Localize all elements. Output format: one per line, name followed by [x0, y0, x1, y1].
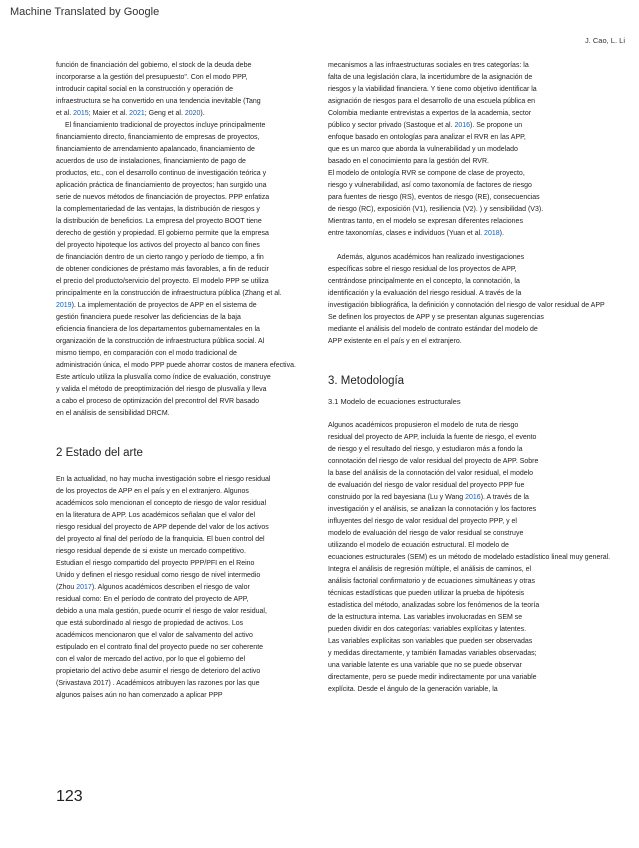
text-run: propietario del activo debe asumir el riesgo de deterioro del activo [56, 668, 261, 675]
text-run: aplicación práctica de financiamiento de proyectos; han surgido una [56, 182, 267, 189]
text-run: (Srivastava 2017) . Académicos atribuyen las razones por las que [56, 680, 260, 687]
text-run: algunos países aún no han comenzado a aplicar PPP [56, 692, 223, 699]
text-run: asignación de riesgos para el desarrollo de una escuela pública en [328, 98, 536, 105]
text-run: Mientras tanto, en el modelo se expresan diferentes relaciones [328, 218, 523, 225]
text-line [56, 486, 302, 498]
text-run: de riesgo y el resultado del riesgo, y estudiaron más a fondo la [328, 446, 523, 453]
text-line [56, 606, 302, 618]
text-line [56, 276, 302, 288]
text-run: de financiación dentro de un cierto rango y período de tiempo, a fin [56, 254, 264, 261]
text-line [56, 180, 302, 192]
text-line [328, 660, 574, 672]
text-line [328, 636, 574, 648]
text-run: connotación del riesgo de valor residual del proyecto de APP. Sobre [328, 458, 539, 465]
text-run: ecuaciones estructurales (SEM) es un método de modelado estadístico lineal muy general. [328, 554, 611, 561]
text-run: de los proyectos de APP en el país y en el extranjero. Algunos [56, 488, 249, 495]
text-run: (Zhou [56, 584, 77, 591]
text-run: académicos solo mencionan el concepto de riesgo de valor residual [56, 500, 267, 507]
text-line [56, 72, 302, 84]
text-line [328, 156, 574, 168]
text-run: del proyecto hipoteque los activos del proyecto al banco con fines [56, 242, 260, 249]
text-run: serie de nuevos métodos de financiación de proyectos. PPP enfatiza [56, 194, 270, 201]
text-line [56, 690, 302, 702]
text-line [56, 474, 302, 486]
running-head: J. Cao, L. Li [584, 36, 625, 45]
text-line [56, 642, 302, 654]
text-line [56, 348, 302, 360]
text-line [56, 84, 302, 96]
spacer [328, 360, 574, 372]
text-run: entre taxonomías, clases e individuos (Yuan et al. [328, 230, 485, 237]
text-line [328, 420, 574, 432]
text-line [56, 156, 302, 168]
text-run: gestión financiera puede resolver las deficiencias de la baja [56, 314, 241, 321]
spacer [56, 432, 302, 444]
text-line [56, 558, 302, 570]
text-run: Este artículo utiliza la plusvalía como índice de evaluación, construye [56, 374, 271, 381]
text-run: en el análisis de sensibilidad DRCM. [56, 410, 170, 417]
text-line [56, 582, 302, 594]
text-run: riesgo residual del proyecto de APP depende del valor de los activos [56, 524, 269, 531]
text-line [328, 264, 574, 276]
text-line [56, 498, 302, 510]
text-line [56, 666, 302, 678]
text-line [56, 144, 302, 156]
text-line [328, 492, 574, 504]
text-line [328, 468, 574, 480]
text-run: financiamiento directo, financiamiento de empresas de proyectos, [56, 134, 260, 141]
text-line [328, 324, 574, 336]
text-run: infraestructura se ha convertido en una tendencia inevitable (Tang [56, 98, 261, 105]
text-run: administración única, el modo PPP puede ahorrar costos de manera efectiva. [56, 362, 296, 369]
text-run: del proyecto al final del período de la franquicia. El buen control del [56, 536, 265, 543]
text-line [328, 672, 574, 684]
text-line [56, 264, 302, 276]
text-line [328, 252, 574, 264]
citation-link[interactable]: 2016 [465, 494, 481, 501]
text-run: investigación bibliográfica, la definición y connotación del riesgo de valor residual de APP [328, 302, 605, 309]
text-run: de evaluación del riesgo de valor residual del proyecto PPP fue [328, 482, 525, 489]
text-line [328, 312, 574, 324]
text-run: Estudian el riesgo compartido del proyecto PPP/PFI en el Reino [56, 560, 255, 567]
text-run: la base del análisis de la connotación del valor residual, el modelo [328, 470, 534, 477]
text-line [56, 324, 302, 336]
text-line [328, 84, 574, 96]
text-line [328, 480, 574, 492]
text-run: riesgos y la viabilidad financiera. Y tiene como objetivo identificar la [328, 86, 537, 93]
text-run: técnicas estadísticas que pueden utilizar la prueba de hipótesis [328, 590, 525, 597]
text-line [328, 336, 574, 348]
text-line [56, 192, 302, 204]
text-line [328, 504, 574, 516]
text-line [56, 168, 302, 180]
text-run: directamente, pero se puede medir indirectamente por una variable [328, 674, 537, 681]
text-line [328, 432, 574, 444]
text-run: y valida el método de preoptimización del riesgo de plusvalía y lleva [56, 386, 267, 393]
spacer [56, 420, 302, 432]
page-number: 123 [56, 788, 83, 805]
text-line [328, 588, 574, 600]
text-run: residual del proyecto de APP, incluida la fuente de riesgo, el evento [328, 434, 537, 441]
text-line [328, 684, 574, 696]
text-line [56, 108, 302, 120]
text-line [56, 120, 302, 132]
text-run: riesgo y vulnerabilidad, así como taxonomía de factores de riesgo [328, 182, 532, 189]
text-run: ). Se propone un [470, 122, 523, 129]
text-run: APP existente en el país y en el extranjero. [328, 338, 462, 345]
text-run: acuerdos de uso de instalaciones, financiamiento de pago de [56, 158, 246, 165]
text-line [56, 534, 302, 546]
text-line [328, 72, 574, 84]
text-run: derecho de gestión y propiedad. El gobierno permite que la empresa [56, 230, 269, 237]
text-run: El financiamiento tradicional de proyectos incluye principalmente [65, 122, 266, 129]
text-line [328, 108, 574, 120]
text-line [328, 276, 574, 288]
text-run: Las variables explícitas son variables que pueden ser observadas [328, 638, 533, 645]
text-line [56, 336, 302, 348]
left-column [56, 60, 302, 702]
text-line [328, 180, 574, 192]
text-run: función de financiación del gobierno, el stock de la deuda debe [56, 62, 252, 69]
text-line [56, 252, 302, 264]
text-line [56, 408, 302, 420]
text-run: ; Maier et al. [88, 110, 130, 117]
citation-link[interactable]: 2021 [129, 110, 145, 117]
text-run: Además, algunos académicos han realizado investigaciones [337, 254, 525, 261]
text-run: la complementariedad de las ventajas, la distribución de riesgos y [56, 206, 260, 213]
text-run: construido por la red bayesiana (Lu y Wang [328, 494, 466, 501]
text-line [56, 678, 302, 690]
text-run: que es un marco que aborda la vulnerabilidad y un modelado [328, 146, 518, 153]
citation-link[interactable]: 2020 [184, 110, 201, 117]
spacer [328, 348, 574, 360]
text-run: El modelo de ontología RVR se compone de clase de proyecto, [328, 170, 525, 177]
text-line [328, 192, 574, 204]
text-line [328, 648, 574, 660]
section-heading: 3. Metodología [328, 375, 405, 387]
text-run: estadística del método, analizadas sobre los fenómenos de la teoría [328, 602, 540, 609]
text-line [56, 228, 302, 240]
text-run: principalmente en la construcción de infraestructura pública (Zhang et al. [56, 290, 282, 297]
citation-link[interactable]: 2019 [56, 302, 72, 309]
text-run: falta de una legislación clara, la incertidumbre de la asignación de [328, 74, 533, 81]
section-heading: 2 Estado del arte [56, 447, 143, 459]
text-line [56, 546, 302, 558]
text-line [56, 654, 302, 666]
text-line [328, 300, 605, 312]
text-run: pueden dividir en dos categorías: variables explícitas y latentes. [328, 626, 527, 633]
spacer [56, 462, 302, 474]
text-run: Colombia mediante entrevistas a expertos de la academia, sector [328, 110, 532, 117]
text-run: de obtener condiciones de préstamo más favorables, a fin de reducir [56, 266, 269, 273]
text-line [56, 618, 302, 630]
text-line [56, 132, 302, 144]
text-line [328, 624, 574, 636]
text-line [56, 372, 302, 384]
text-line [328, 444, 574, 456]
text-run: específicas sobre el riesgo residual de los proyectos de APP, [328, 266, 517, 273]
text-run: utilizando el modelo de ecuación estructural. El modelo de [328, 542, 509, 549]
text-run: modelo de evaluación del riesgo de valor residual se construye [328, 530, 524, 537]
text-line [56, 594, 302, 606]
text-line [56, 312, 302, 324]
text-line [56, 204, 302, 216]
text-line [56, 96, 302, 108]
text-run: ). [200, 110, 205, 117]
text-run: ). La implementación de proyectos de APP en el sistema de [71, 302, 257, 309]
text-line [328, 120, 574, 132]
text-line [56, 510, 302, 522]
text-run: académicos mencionaron que el valor de salvamento del activo [56, 632, 253, 639]
text-run: ; Geng et al. [144, 110, 185, 117]
citation-link[interactable]: 2018 [484, 230, 500, 237]
citation-link[interactable]: 2017 [76, 584, 92, 591]
text-line [328, 168, 574, 180]
text-run: eficiencia financiera de los departamentos gubernamentales en la [56, 326, 260, 333]
text-run: estipulado en el contrato final del proyecto puede no ser coherente [56, 644, 264, 651]
text-line [56, 240, 302, 252]
text-run: ). A través de la [480, 494, 529, 501]
text-run: de riesgo (RC), exposición (V1), resiliencia (V2). ) y sensibilidad (V3). [328, 206, 544, 213]
text-run: en la literatura de APP. Los académicos señalan que el valor del [56, 512, 256, 519]
text-line [328, 540, 574, 552]
text-line [56, 384, 302, 396]
text-run: mediante el análisis del modelo de contrato estándar del modelo de [328, 326, 538, 333]
text-line [56, 396, 302, 408]
text-run: a cabo el proceso de optimización del precontrol del RVR basado [56, 398, 259, 405]
text-run: y medidas directamente, y también llamadas variables observadas; [328, 650, 537, 657]
text-run: En la actualidad, no hay mucha investigación sobre el riesgo residual [56, 476, 271, 483]
text-line [328, 228, 574, 240]
text-line [328, 516, 574, 528]
text-line [328, 144, 574, 156]
text-run: Algunos académicos propusieron el modelo de ruta de riesgo [328, 422, 519, 429]
text-line [328, 612, 574, 624]
text-run: productos, etc., con el desarrollo continuo de investigación teórica y [56, 170, 267, 177]
text-run: basado en el conocimiento para la gestión del RVR. [328, 158, 489, 165]
text-run: Se definen los proyectos de APP y se presentan algunas sugerencias [328, 314, 544, 321]
text-line [328, 60, 574, 72]
text-run: con el valor de mercado del activo, por lo que el gobierno del [56, 656, 246, 663]
text-run: enfoque basado en ontologías para analizar el RVR en las APP, [328, 134, 526, 141]
text-run: Unido y definen el riesgo residual como riesgo de nivel intermedio [56, 572, 261, 579]
text-run: identificación y la evaluación del riesgo residual. A través de la [328, 290, 522, 297]
citation-link[interactable]: 2016 [454, 122, 471, 129]
text-run: la distribución de beneficios. La empresa del proyecto BOOT tiene [56, 218, 262, 225]
spacer [328, 240, 574, 252]
text-run: para fuentes de riesgo (RS), eventos de riesgo (RE), consecuencias [328, 194, 540, 201]
text-line [328, 576, 574, 588]
text-run: centrándose principalmente en el concepto, la connotación, la [328, 278, 520, 285]
text-run: organización de la construcción de infraestructura pública social. Al [56, 338, 265, 345]
subsection-heading: 3.1 Modelo de ecuaciones estructurales [328, 397, 461, 406]
text-line [56, 300, 302, 312]
text-run: ). Algunos académicos describen el riesgo de valor [91, 584, 250, 591]
text-run: financiamiento de arrendamiento apalancado, financiamiento de [56, 146, 255, 153]
text-line [56, 360, 302, 372]
spacer [328, 408, 574, 420]
right-column [328, 60, 611, 696]
text-run: ). [499, 230, 504, 237]
text-line [56, 630, 302, 642]
text-line [328, 552, 611, 564]
text-run: debido a una mala gestión, puede ocurrir el riesgo de valor residual, [56, 608, 267, 615]
text-run: residual como: En el período de contrato del proyecto de APP, [56, 596, 249, 603]
text-run: mecanismos a las infraestructuras sociales en tres categorías: la [328, 62, 529, 69]
text-line [328, 528, 574, 540]
text-run: Integra el análisis de regresión múltiple, el análisis de caminos, el [328, 566, 532, 573]
text-run: de la estructura interna. Las variables involucradas en SEM se [328, 614, 523, 621]
text-run: incorporarse a la gestión del presupuesto". Con el modo PPP, [56, 74, 248, 81]
text-run: análisis factorial confirmatorio y de ecuaciones simultáneas y otras [328, 578, 535, 585]
text-line [328, 204, 574, 216]
text-line [328, 456, 574, 468]
text-line [328, 132, 574, 144]
text-run: explícita. Desde el ángulo de la generación variable, la [328, 686, 498, 693]
text-line [56, 570, 302, 582]
text-line [56, 522, 302, 534]
text-run: una variable latente es una variable que no se puede observar [328, 662, 522, 669]
text-run: mismo tiempo, en comparación con el modo tradicional de [56, 350, 237, 357]
text-run: et al. [56, 110, 74, 117]
text-run: introducir capital social en la construcción y operación de [56, 86, 234, 93]
text-line [328, 288, 574, 300]
text-run: investigación y el análisis, se analizan la connotación y los factores [328, 506, 537, 513]
text-line [56, 288, 302, 300]
text-line [328, 600, 574, 612]
text-run: influyentes del riesgo de valor residual del proyecto PPP, y el [328, 518, 517, 525]
text-run: riesgo residual depende de si existe un mercado competitivo. [56, 548, 246, 555]
text-run: que está subordinado al riesgo de propiedad de activos. Los [56, 620, 244, 627]
machine-translation-banner: Machine Translated by Google [10, 6, 160, 18]
text-line [56, 216, 302, 228]
text-line [328, 564, 574, 576]
text-line [328, 216, 574, 228]
citation-link[interactable]: 2015 [73, 110, 89, 117]
text-line [56, 60, 302, 72]
text-run: el precio del producto/servicio del proyecto. El modelo PPP se utiliza [56, 278, 269, 285]
text-run: público y sector privado (Sastoque et al. [328, 122, 455, 129]
text-line [328, 96, 574, 108]
